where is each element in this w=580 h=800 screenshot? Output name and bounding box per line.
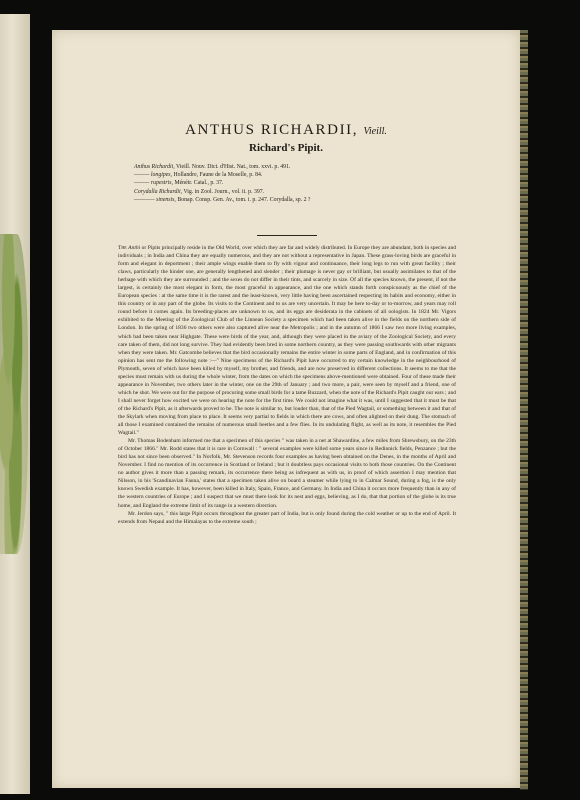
adjacent-plate-page [0,14,30,794]
synonym-line: Anthus Richardii, Vieill. Nouv. Dict. d'Hist. Nat., tom. xxvi. p. 491. [134,164,291,170]
body-paragraph: The Anthi or Pipits principally reside in the Old World, over which they are far and widely distributed. In Europe they are abundant, both in species and individuals ; in India and China they are equally numerous, and they are not without a representative in Japan. These grass-loving birds are graceful in form and elegant in deportment ; their ample wings enable them to fly with vigour and continuance, their long legs to run with great facility ; their claws, particularly the hinder one, are generally lengthened and slender ; their plumage is never gay or brilliant, but usually assimilates to that of the herbage with which they are surrounded ; and the sexes do not differ in their tints, and scarcely in size. Of all the species known, the present, if not the largest, is certainly the most elegant in form, the most graceful in appearance, and the one which stands forth conspicuously as the chief of the European species : at the same time it is the rarest and the least-known, very little having been ascertained respecting its habits and economy, either in this country or in any part of the globe. Its visits to the Continent and to us are very uncertain. It may be here to-day or to-morrow, and years may roll round before it comes again. Its breeding-places are unknown to us, and its eggs are desiderata in the cabinets of all oologists. In 1824 Mr. Vigors exhibited to the Meeting of the Zoological Club of the Linnean Society a specimen which had been taken alive in the fields on the northern side of London. In the spring of 1836 two others were also captured alive near the Metropolis ; and in the autumn of 1866 I saw two more living examples, which had been taken near Highgate. These were birds of the year, and, although they were placed in the aviary of the Zoological Society, and every care taken of them, did not long survive. They had evidently been bred in some northern country, as they were passing southwards with other migrants when they were taken. Mr. Gatcombe believes that the bird occasionally remains the entire winter in some parts of England, and in confirmation of this opinion has sent me the following note :—" Nine specimens of the Richard's Pipit have occurred to my certain knowledge in the neighbourhood of Plymouth, seven of which have been killed by myself, my brother, and friends, and are now preserved in different collections. It seems to me that the species must remain with us during the whole winter, from the dates on which the specimens above-mentioned were obtained. Four of these made their appearance in November, two others later in the winter, one on the 29th of January ; and two more, a pair, were seen by myself and a friend, one of which he shot. We were out for the purpose of procuring some small birds for a tame Buzzard, when the note of the Richard's Pipit caught our ears ; and I shall never forget how excited we were on hearing the note for the first time. We could not imagine what it was, until I suggested that it must be that of the Richard's Pipit, as it afterwards proved to be. The note is similar to, but louder than, that of the Pied Wagtail, or something between it and that of the Skylark when moving from place to place. It seems very partial to fields in which there are cows, and often alighted on their dung. The stomach of all those I examined contained the remains of numerous small beetles and a few flies. In its undulating flight, as well as its note, it resembles the Pied Wagtail." [118,245,456,437]
plant-illustration-fragment [0,234,28,554]
page-heading [52,122,520,154]
common-name: Richard's Pipit. [249,142,323,154]
lead-italic-word: Anthi [128,245,141,251]
article-body [118,244,456,526]
body-paragraph: Mr. Jerdon says, " this large Pipit occurs throughout the greater part of India, but is only found during the cold weather or up to the end of April. It extends from Nepaul and the Himalayas to the extreme south ; [118,510,456,525]
species-name: ANTHUS RICHARDII, [185,122,359,138]
synonym-line: ——— longipes, Hollandre, Faune de la Moselle, p. 84. [134,172,263,179]
synonym-line: ——— rupestris, Ménétr. Catal., p. 37. [134,180,224,187]
synonym-line: ———— sinensis, Bonap. Consp. Gen. Av., tom. i. p. 247. Corydalla, sp. 2 ? [134,196,311,203]
species-title [52,122,520,139]
section-divider [257,235,317,236]
body-paragraph: Mr. Thomas Bodenham informed me that a specimen of this species " was taken in a net at Shawardine, a few miles from Shrewsbury, on the 23th of October 1866." Mr. Rodd states that it is rare in Cornwall : " several examples were killed some years since in Redinnick fields, Penzance ; but the bird has not since been observed." In Norfolk, Mr. Stevenson records four examples as having been obtained on the Denes, in the months of April and November. I find no mention of its occurrence in Scotland or Ireland ; but it doubtless pays occasional visits to both those countries. On the Continent no author gives it more than a passing remark, its occurrence there being as infrequent as with us, in proof of which assertion I may mention that Nilsson, in his 'Scandinavian Fauna,' states that a specimen taken alive on board a steamer while lying to in Calmar Sound, during a fog, is the only known Swedish example. It has, however, been killed in Italy, Spain, France, and Germany. In India and China it occurs more frequently than in any of the western countries of Europe ; and I suspect that we must there look for its nest and eggs, believing, as I do, that that portion of the globe is its true home, and England the extreme limit of its range in a western direction. [118,438,456,509]
synonym-list [134,163,474,204]
synonym-line: Corydalla Richardii, Vig. in Zool. Journ., vol. ii. p. 397. [134,188,265,195]
book-edge-strip [520,30,528,790]
lead-word: The [118,245,127,251]
species-author: Vieill. [363,126,387,137]
book-page [52,30,520,788]
